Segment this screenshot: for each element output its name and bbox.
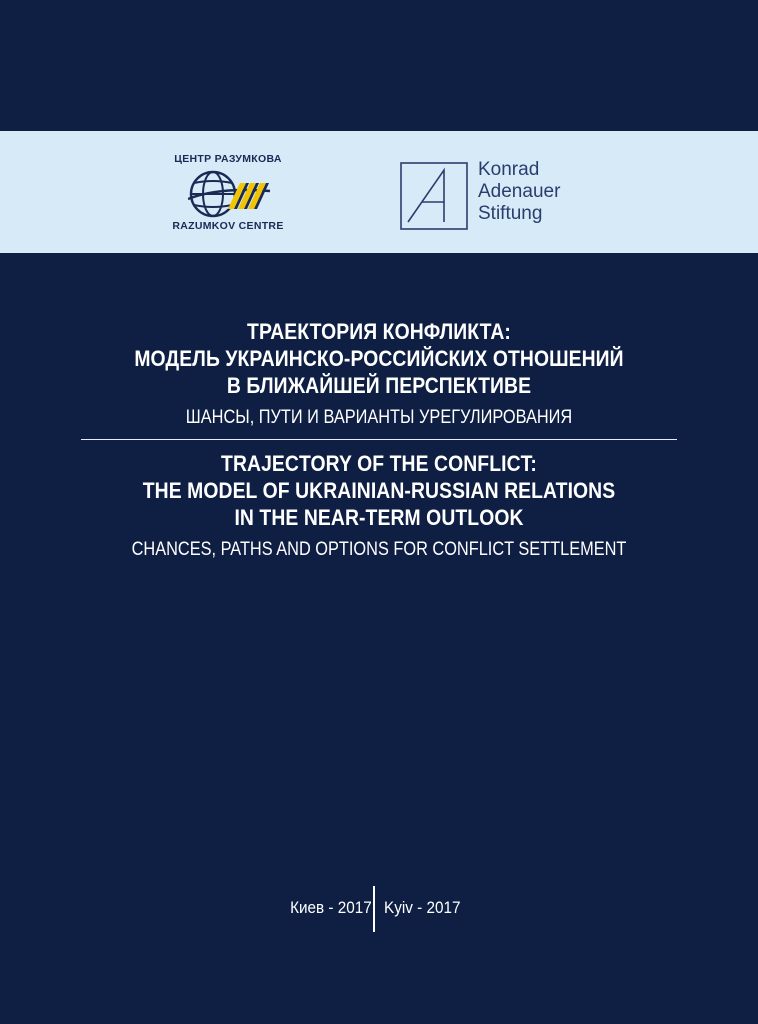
kas-logo-line1: Konrad [478,159,540,180]
title-en-line2: THE MODEL OF UKRAINIAN-RUSSIAN RELATIONS [142,478,616,503]
title-ru-line2: МОДЕЛЬ УКРАИНСКО-РОССИЙСКИХ ОТНОШЕНИЙ [134,346,624,371]
title-en-line1: TRAJECTORY OF THE CONFLICT: [221,451,537,476]
subtitle-ru: ШАНСЫ, ПУТИ И ВАРИАНТЫ УРЕГУЛИРОВАНИЯ [185,407,573,428]
kas-logo-text [478,159,560,225]
kas-logo-line2: Adenauer [478,181,561,202]
title-ru-line3: В БЛИЖАЙШЕЙ ПЕРСПЕКТИВЕ [226,373,532,398]
konrad-adenauer-stiftung-logo [400,158,600,232]
kas-emblem-icon [400,162,468,230]
razumkov-centre-logo [158,153,298,235]
footer-place-year-ru: Киев - 2017 [290,898,372,917]
footer-place-year-en: Kyiv - 2017 [384,898,461,917]
razumkov-logo-top-text: ЦЕНТР РАЗУМКОВА [174,153,282,165]
globe-icon [188,169,278,219]
title-ru-line1: ТРАЕКТОРИЯ КОНФЛИКТА: [247,319,511,344]
publication-footer [0,886,758,932]
razumkov-logo-bottom-text: RAZUMKOV CENTRE [172,220,284,232]
title-en-line3: IN THE NEAR-TERM OUTLOOK [234,505,524,530]
kas-logo-line3: Stiftung [478,203,543,224]
footer-separator [373,886,375,932]
subtitle-en: CHANCES, PATHS AND OPTIONS FOR CONFLICT SETTLEMENT [131,539,627,560]
title-divider [81,439,677,440]
logo-band [0,131,758,253]
title-block [0,318,758,563]
